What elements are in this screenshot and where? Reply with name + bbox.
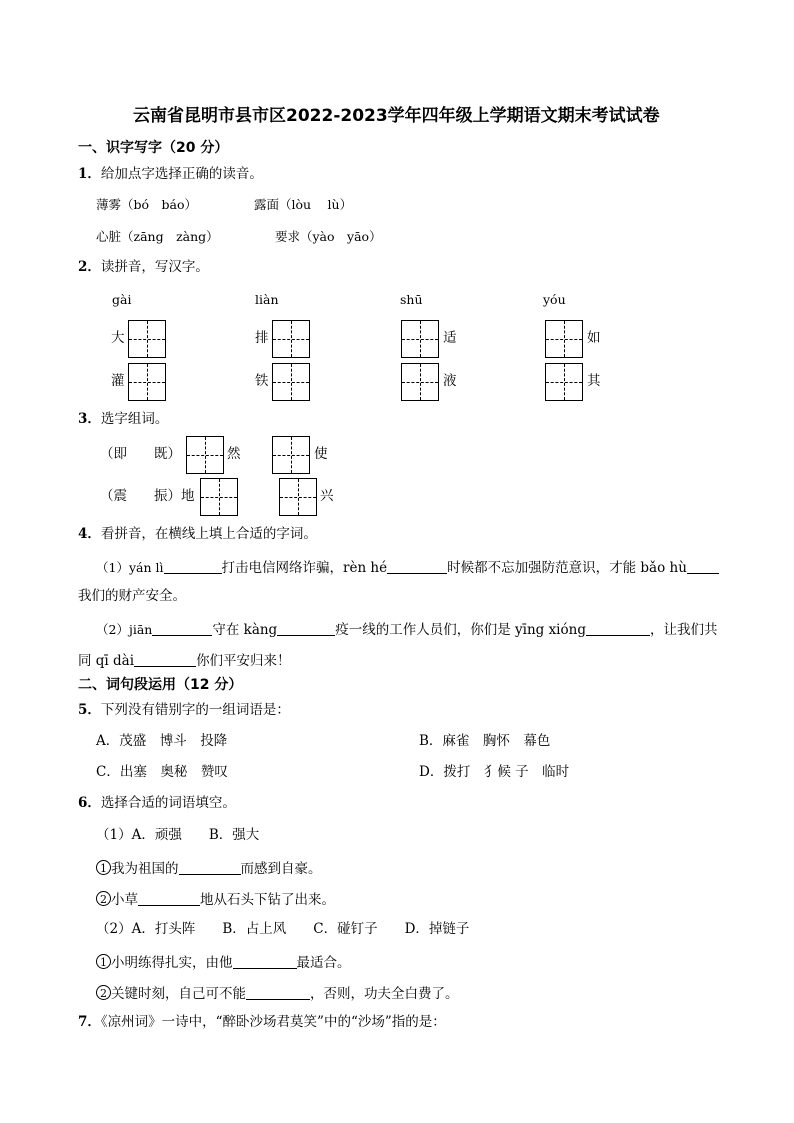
q6-text: 而感到自豪。 xyxy=(240,861,322,877)
tianzige-box[interactable] xyxy=(401,320,439,358)
q6-part1-sentence-1 xyxy=(96,860,322,877)
q3-choice-2: （震 振）地 xyxy=(100,488,195,504)
tianzige-box[interactable] xyxy=(128,363,166,401)
circled-number: 2 xyxy=(96,985,111,1000)
q6-part1-sentence-2 xyxy=(96,891,335,908)
q2-pinyin-3: shū xyxy=(400,292,423,307)
q2-pinyin-2: liàn xyxy=(255,292,279,307)
fill-blank[interactable] xyxy=(586,621,650,636)
q2-char: 其 xyxy=(587,373,601,389)
tianzige-box[interactable] xyxy=(545,363,583,401)
q2-pinyin-1: gài xyxy=(112,292,132,307)
q4-sentence-1 xyxy=(96,559,719,576)
q2-pinyin-4: yóu xyxy=(543,292,566,307)
q6-text: 我为祖国的 xyxy=(111,861,179,877)
q4-pinyin: （1）yán lì xyxy=(96,560,164,575)
tianzige-box[interactable] xyxy=(186,436,224,474)
tianzige-box[interactable] xyxy=(279,478,317,516)
q6-part1-options: （1）A．顽强 B．强大 xyxy=(96,827,260,843)
q2-char: 适 xyxy=(443,330,457,346)
question-text: 选择合适的词语填空。 xyxy=(100,795,236,811)
q3-char: 兴 xyxy=(320,488,334,504)
q5-option-c[interactable]: C．出塞 奥秘 赞叹 xyxy=(96,764,228,780)
q6-text: 关键时刻，自己可不能 xyxy=(111,986,246,1002)
q2-char: 排 xyxy=(255,330,269,346)
fill-blank[interactable] xyxy=(387,559,447,574)
fill-blank[interactable] xyxy=(233,954,297,969)
q4-sentence-2 xyxy=(96,621,717,638)
q5-option-d[interactable]: D．拨打 犭候 子 临时 xyxy=(419,764,570,780)
question-number: 1． xyxy=(78,166,101,182)
question-2 xyxy=(78,261,209,275)
question-7 xyxy=(78,1016,446,1030)
q1-item-2: 露面（lòu lù） xyxy=(254,197,353,212)
question-text: 给加点字选择正确的读音。 xyxy=(100,166,263,182)
q6-text: ，否则，功夫全白费了。 xyxy=(310,986,459,1002)
question-text: 选字组词。 xyxy=(100,411,169,427)
q3-choice-1: （即 既） xyxy=(100,446,181,462)
question-number: 3． xyxy=(78,411,101,427)
circled-number: 1 xyxy=(96,954,111,969)
q1-item-1: 薄雾（bó báo） xyxy=(96,197,198,212)
question-number: 6． xyxy=(78,795,101,811)
tianzige-box[interactable] xyxy=(545,320,583,358)
q1-item-3: 心脏（zāng zàng） xyxy=(96,229,219,244)
q2-char: 液 xyxy=(443,373,457,389)
fill-blank[interactable] xyxy=(138,891,200,906)
q6-part2-sentence-1 xyxy=(96,954,351,971)
fill-blank[interactable] xyxy=(179,860,241,875)
fill-blank[interactable] xyxy=(152,621,212,636)
q3-char: 使 xyxy=(314,446,328,462)
question-3 xyxy=(78,413,168,427)
question-number: 4． xyxy=(78,526,101,542)
q6-part2-sentence-2 xyxy=(96,985,459,1002)
question-4 xyxy=(78,528,317,542)
question-text: 看拼音，在横线上填上合适的字词。 xyxy=(100,526,317,542)
q4-pinyin: （2）jiān xyxy=(96,622,153,637)
q4-text: 疫一线的工作人员们，你们是 yīng xióng xyxy=(335,622,586,638)
fill-blank[interactable] xyxy=(134,652,196,667)
q4-text: 守在 kàng xyxy=(212,622,278,638)
q2-char: 铁 xyxy=(255,373,269,389)
question-number: 5． xyxy=(78,702,101,718)
question-5 xyxy=(78,704,290,718)
q4-sentence-2-cont xyxy=(78,652,291,669)
question-text: 《凉州词》一诗中，“醉卧沙场君莫笑”中的“沙场”指的是： xyxy=(100,1014,446,1030)
tianzige-box[interactable] xyxy=(401,363,439,401)
q4-sentence-1-cont: 我们的财产安全。 xyxy=(78,588,186,604)
q2-char: 如 xyxy=(587,330,601,346)
question-6 xyxy=(78,797,236,811)
circled-number: 2 xyxy=(96,891,111,906)
question-text: 下列没有错别字的一组词语是： xyxy=(100,702,290,718)
fill-blank[interactable] xyxy=(277,621,335,636)
fill-blank[interactable] xyxy=(246,985,310,1000)
q6-text: 小草 xyxy=(111,892,138,908)
question-number: 7． xyxy=(78,1014,101,1030)
section-heading-2: 二、词句段运用（12 分） xyxy=(78,677,243,693)
question-1 xyxy=(78,168,263,182)
question-number: 2． xyxy=(78,259,101,275)
tianzige-box[interactable] xyxy=(272,363,310,401)
q2-char: 大 xyxy=(111,330,125,346)
tianzige-box[interactable] xyxy=(272,436,310,474)
q6-text: 地从石头下钻了出来。 xyxy=(200,892,335,908)
section-heading-1: 一、识字写字（20 分） xyxy=(78,140,229,156)
q5-option-a[interactable]: A．茂盛 博斗 投降 xyxy=(96,733,228,749)
fill-blank[interactable] xyxy=(164,559,222,574)
page-title: 云南省昆明市县市区2022-2023学年四年级上学期语文期末考试试卷 xyxy=(133,106,660,126)
q4-text: 打击电信网络诈骗，rèn hé xyxy=(221,560,388,576)
q4-text: 时候都不忘加强防范意识，才能 bǎo hù xyxy=(447,560,687,576)
q2-char: 灌 xyxy=(111,373,125,389)
q1-item-4: 要求（yào yāo） xyxy=(275,229,382,244)
q4-text: 同 qī dài xyxy=(78,653,135,669)
tianzige-box[interactable] xyxy=(200,478,238,516)
question-text: 读拼音，写汉字。 xyxy=(100,259,209,275)
tianzige-box[interactable] xyxy=(272,320,310,358)
q5-option-b[interactable]: B．麻雀 胸怀 幕色 xyxy=(419,733,551,749)
q6-part2-options: （2）A．打头阵 B．占上风 C．碰钉子 D．掉链子 xyxy=(96,921,470,937)
q4-text: 你们平安归来！ xyxy=(196,653,291,669)
tianzige-box[interactable] xyxy=(128,320,166,358)
q6-text: 小明练得扎实，由他 xyxy=(111,955,233,971)
circled-number: 1 xyxy=(96,860,111,875)
fill-blank[interactable] xyxy=(687,559,719,574)
q6-text: 最适合。 xyxy=(296,955,351,971)
q3-char: 然 xyxy=(227,446,241,462)
q4-text: ，让我们共 xyxy=(649,622,718,638)
